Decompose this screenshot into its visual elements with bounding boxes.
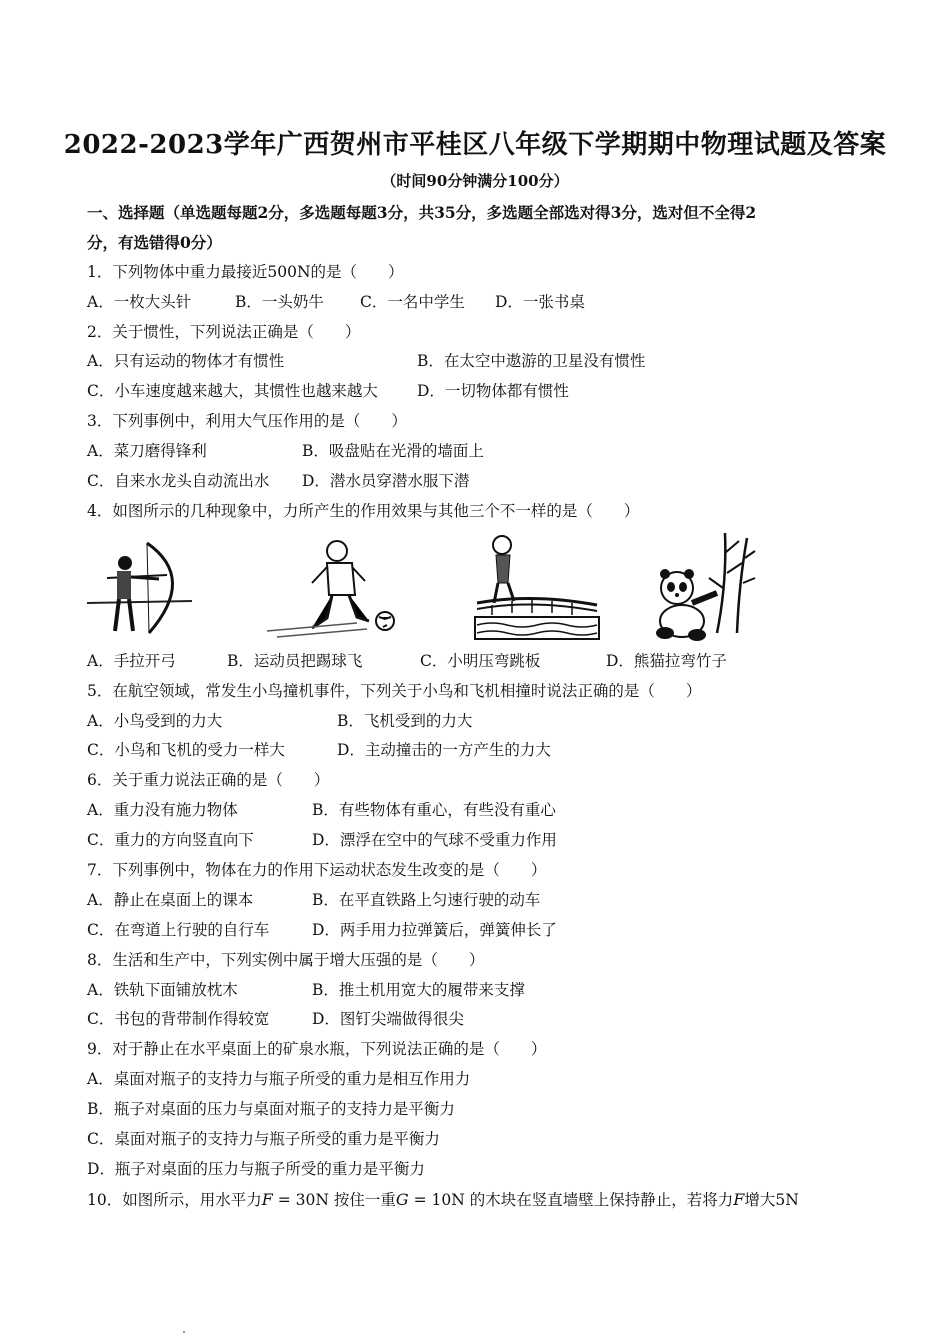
- q8-option-a: A．铁轨下面铺放枕木: [87, 980, 238, 999]
- q8-options-cd: [87, 1005, 867, 1035]
- q1-option-d: D．一张书桌: [495, 292, 585, 311]
- q1-options: [87, 288, 867, 318]
- q2-options-cd: [87, 377, 867, 407]
- q8-option-d: D．图钉尖端做得很尖: [312, 1010, 464, 1029]
- exam-content: [87, 198, 867, 1215]
- q5-option-b: B．飞机受到的力大: [337, 711, 473, 730]
- q4-options: [87, 647, 867, 677]
- q9-option-d: D．瓶子对桌面的压力与瓶子所受的重力是平衡力: [87, 1159, 425, 1178]
- q10-force-symbol-2: F: [733, 1189, 745, 1209]
- q10-weight-symbol: G: [395, 1189, 409, 1209]
- q9-option-a: A．桌面对瓶子的支持力与瓶子所受的重力是相互作用力: [87, 1070, 471, 1089]
- football-figure: [257, 533, 397, 643]
- q6-stem: 6．关于重力说法正确的是（ ）: [87, 771, 330, 790]
- q4-option-d: D．熊猫拉弯竹子: [606, 651, 727, 670]
- panda-figure: [647, 533, 757, 643]
- q3-stem: 3．下列事例中，利用大气压作用的是（ ）: [87, 412, 407, 431]
- q7-options-ab: [87, 886, 867, 916]
- q2-option-c: C．小车速度越来越大，其惯性也越来越大: [87, 382, 378, 401]
- section-heading: 一、选择题（单选题每题2分，多选题每题3分，共35分，多选题全部选对得3分，选对但不全得2: [87, 203, 757, 222]
- q7-option-d: D．两手用力拉弹簧后，弹簧伸长了: [312, 920, 557, 939]
- section-heading-cont: 分，有选错得0分）: [87, 232, 222, 252]
- q3-options-ab: [87, 437, 867, 467]
- q5-option-d: D．主动撞击的一方产生的力大: [337, 741, 551, 760]
- q5-options-ab: [87, 707, 867, 737]
- q5-option-c: C．小鸟和飞机的受力一样大: [87, 741, 285, 760]
- exam-duration: （时间90分钟满分100分）: [381, 172, 569, 190]
- q2-options-ab: [87, 347, 867, 377]
- q8-options-ab: [87, 976, 867, 1006]
- q8-option-c: C．书包的背带制作得较宽: [87, 1010, 270, 1029]
- q6-option-a: A．重力没有施力物体: [87, 801, 238, 820]
- q6-options-ab: [87, 796, 867, 826]
- q3-option-d: D．潜水员穿潜水服下潜: [302, 472, 470, 491]
- q6-options-cd: [87, 826, 867, 856]
- q10-text-4: 增大5N: [744, 1190, 799, 1209]
- q5-options-cd: [87, 736, 867, 766]
- q1-option-c: C．一名中学生: [360, 292, 465, 311]
- q10-force-symbol: F: [261, 1189, 273, 1209]
- q10-stem: [87, 1185, 867, 1215]
- diving-figure: [472, 533, 602, 643]
- q4-option-c: C．小明压弯跳板: [420, 651, 541, 670]
- q5-option-a: A．小鸟受到的力大: [87, 711, 223, 730]
- page-dot: [183, 1331, 185, 1333]
- q3-option-c: C．自来水龙头自动流出水: [87, 472, 270, 491]
- page-title: 2022-2023学年广西贺州市平桂区八年级下学期期中物理试题及答案: [63, 130, 887, 160]
- q2-stem: 2．关于惯性，下列说法正确是（ ）: [87, 322, 361, 341]
- q6-option-d: D．漂浮在空中的气球不受重力作用: [312, 831, 557, 850]
- q8-option-b: B．推土机用宽大的履带来支撑: [312, 980, 525, 999]
- q2-option-d: D．一切物体都有惯性: [417, 382, 569, 401]
- q3-options-cd: [87, 467, 867, 497]
- q4-stem: 4．如图所示的几种现象中，力所产生的作用效果与其他三个不一样的是（ ）: [87, 501, 640, 520]
- q8-stem: 8．生活和生产中，下列实例中属于增大压强的是（ ）: [87, 950, 485, 969]
- q3-option-a: A．菜刀磨得锋利: [87, 442, 207, 461]
- q9-stem: 9．对于静止在水平桌面上的矿泉水瓶，下列说法正确的是（ ）: [87, 1040, 547, 1059]
- q4-option-a: A．手拉开弓: [87, 651, 176, 670]
- q6-option-c: C．重力的方向竖直向下: [87, 831, 254, 850]
- q7-options-cd: [87, 916, 867, 946]
- q7-option-c: C．在弯道上行驶的自行车: [87, 920, 270, 939]
- q10-text-1: 10．如图所示，用水平力: [87, 1190, 262, 1209]
- q1-stem: 1．下列物体中重力最接近500N的是（ ）: [87, 262, 404, 281]
- q2-option-b: B．在太空中遨游的卫星没有惯性: [417, 352, 646, 371]
- q1-option-b: B．一头奶牛: [235, 292, 324, 311]
- archer-figure: [87, 533, 197, 638]
- q5-stem: 5．在航空领域，常发生小鸟撞机事件，下列关于小鸟和飞机相撞时说法正确的是（ ）: [87, 681, 702, 700]
- q10-text-3: = 10N 的木块在竖直墙壁上保持静止，若将力: [408, 1190, 734, 1209]
- q7-stem: 7．下列事例中，物体在力的作用下运动状态发生改变的是（ ）: [87, 861, 547, 880]
- q4-option-b: B．运动员把踢球飞: [227, 651, 363, 670]
- q6-option-b: B．有些物体有重心，有些没有重心: [312, 801, 556, 820]
- q9-option-b: B．瓶子对桌面的压力与桌面对瓶子的支持力是平衡力: [87, 1100, 455, 1119]
- q2-option-a: A．只有运动的物体才有惯性: [87, 352, 285, 371]
- q1-option-a: A．一枚大头针: [87, 292, 192, 311]
- q9-option-c: C．桌面对瓶子的支持力与瓶子所受的重力是平衡力: [87, 1130, 440, 1149]
- q7-option-b: B．在平直铁路上匀速行驶的动车: [312, 890, 541, 909]
- q3-option-b: B．吸盘贴在光滑的墙面上: [302, 442, 484, 461]
- q4-figures: [87, 527, 867, 647]
- q10-text-2: = 30N 按住一重: [272, 1190, 396, 1209]
- q7-option-a: A．静止在桌面上的课本: [87, 890, 254, 909]
